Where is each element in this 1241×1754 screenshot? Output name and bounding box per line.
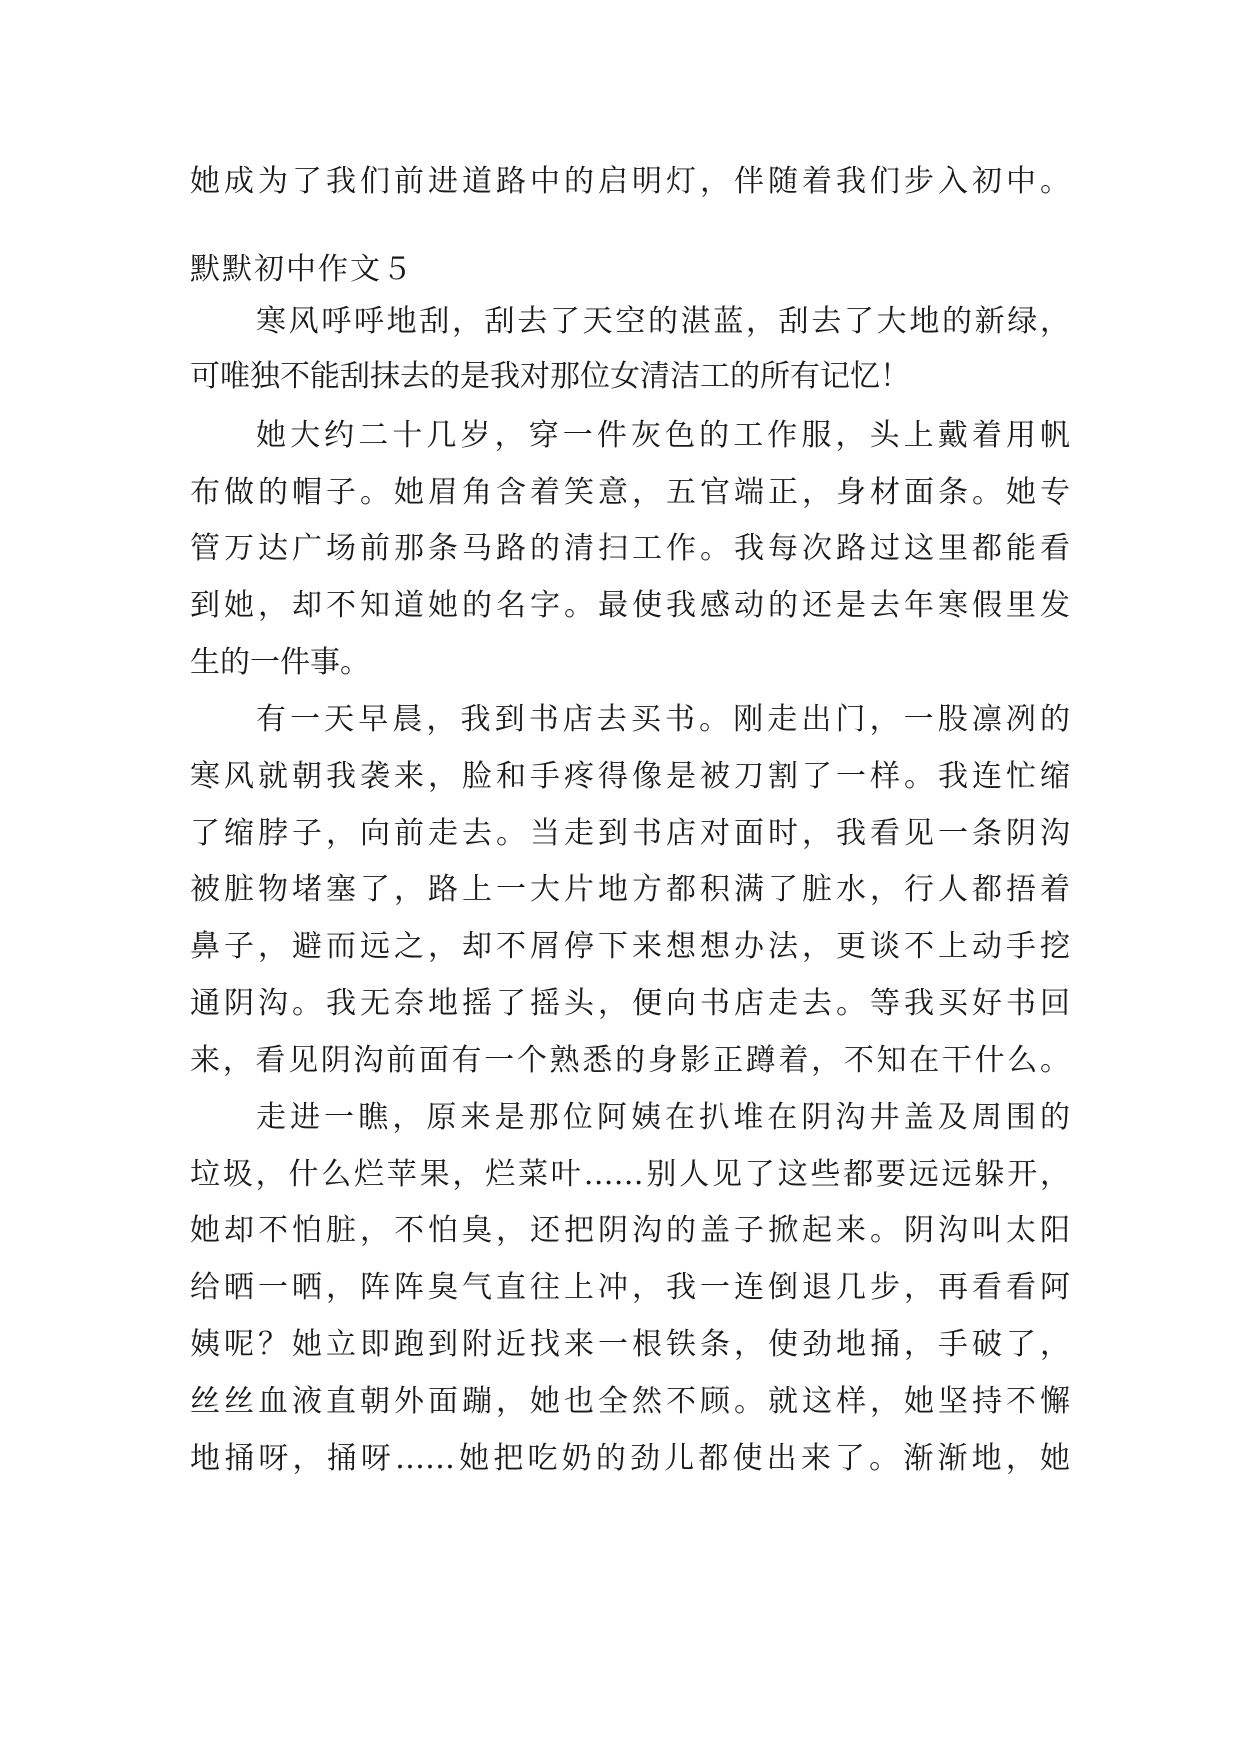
text-line: 通阴沟。我无奈地摇了摇头，便向书店走去。等我买好书回 <box>190 986 1070 1021</box>
text-line: 可唯独不能刮抹去的是我对那位女清洁工的所有记忆！ <box>190 359 910 394</box>
text-line: 地捅呀，捅呀……她把吃奶的劲儿都使出来了。渐渐地，她 <box>190 1441 1070 1476</box>
text-line: 走进一瞧，原来是那位阿姨在扒堆在阴沟井盖及周围的 <box>256 1100 1070 1135</box>
text-line: 有一天早晨，我到书店去买书。刚走出门，一股凛冽的 <box>256 702 1070 737</box>
section-title: 默默初中作文５ <box>190 252 414 287</box>
text-line: 被脏物堵塞了，路上一大片地方都积满了脏水，行人都捂着 <box>190 872 1070 907</box>
text-line: 她却不怕脏，不怕臭，还把阴沟的盖子掀起来。阴沟叫太阳 <box>190 1213 1070 1248</box>
text-line: 布做的帽子。她眉角含着笑意，五官端正，身材面条。她专 <box>190 475 1070 510</box>
text-line: 鼻子，避而远之，却不屑停下来想想办法，更谈不上动手挖 <box>190 929 1070 964</box>
text-line: 来，看见阴沟前面有一个熟悉的身影正蹲着，不知在干什么。 <box>190 1043 1070 1078</box>
text-line: 姨呢？她立即跑到附近找来一根铁条，使劲地捅，手破了， <box>190 1327 1070 1362</box>
text-line: 到她，却不知道她的名字。最使我感动的还是去年寒假里发 <box>190 588 1070 623</box>
text-line: 给晒一晒，阵阵臭气直往上冲，我一连倒退几步，再看看阿 <box>190 1270 1070 1305</box>
text-line: 了缩脖子，向前走去。当走到书店对面时，我看见一条阴沟 <box>190 816 1070 851</box>
text-line: 垃圾，什么烂苹果，烂菜叶……别人见了这些都要远远躲开， <box>190 1157 1070 1192</box>
text-line: 寒风就朝我袭来，脸和手疼得像是被刀割了一样。我连忙缩 <box>190 759 1070 794</box>
text-line: 她大约二十几岁，穿一件灰色的工作服，头上戴着用帆 <box>256 418 1070 453</box>
text-line: 寒风呼呼地刮，刮去了天空的湛蓝，刮去了大地的新绿， <box>256 304 1070 339</box>
text-line: 生的一件事。 <box>190 645 370 680</box>
text-line: 丝丝血液直朝外面蹦，她也全然不顾。就这样，她坚持不懈 <box>190 1384 1070 1419</box>
text-line: 她成为了我们前进道路中的启明灯，伴随着我们步入初中。 <box>190 164 1070 199</box>
text-line: 管万达广场前那条马路的清扫工作。我每次路过这里都能看 <box>190 531 1070 566</box>
